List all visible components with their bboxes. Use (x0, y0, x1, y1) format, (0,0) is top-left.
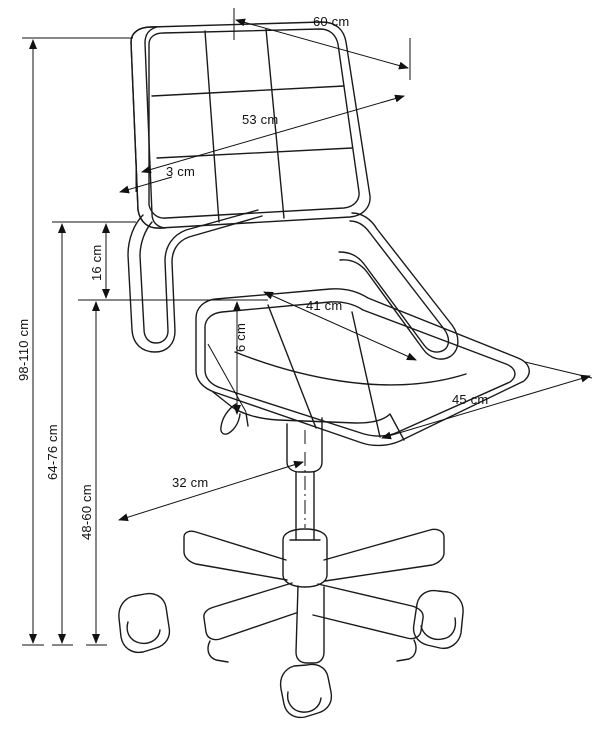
dim-label-base-width: 32 cm (172, 475, 209, 490)
chair-outline (119, 22, 529, 717)
dim-label-armrest-height: 16 cm (89, 244, 104, 281)
dim-label-backrest-thickness: 3 cm (166, 164, 195, 179)
dim-label-total-height: 98-110 cm (16, 318, 31, 381)
dim-label-backrest-height: 53 cm (242, 112, 279, 127)
dim-label-seat-height: 48-60 cm (79, 484, 94, 540)
dim-label-backrest-top-height: 64-76 cm (45, 424, 60, 480)
dim-label-seat-width: 41 cm (306, 298, 343, 313)
dim-label-seat-depth: 45 cm (452, 392, 489, 407)
dim-label-backrest-width: 60 cm (313, 14, 350, 29)
dim-label-seat-thickness: 6 cm (233, 323, 248, 352)
dimension-lines (22, 8, 592, 645)
